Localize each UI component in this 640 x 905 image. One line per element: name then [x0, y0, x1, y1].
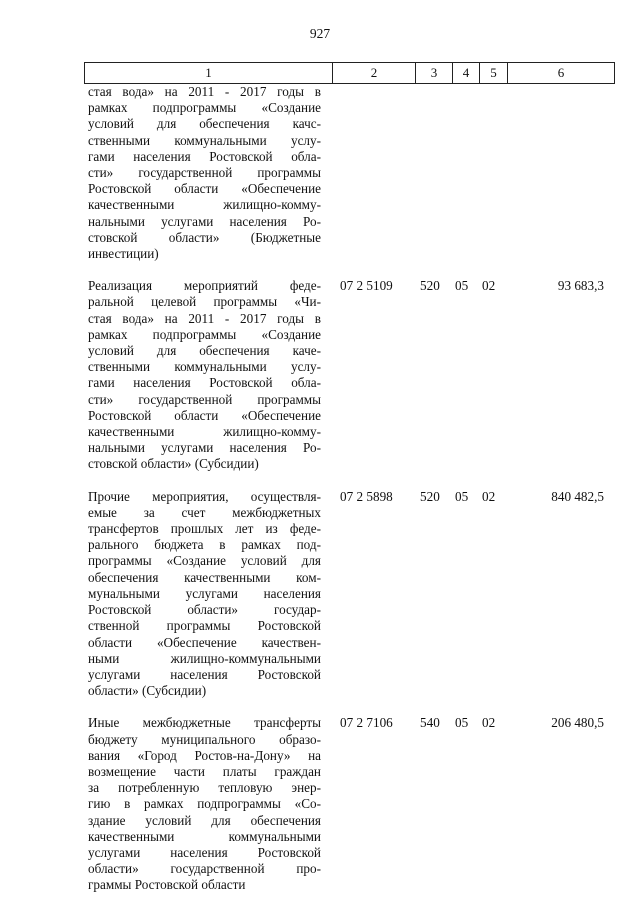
- row-code: 07 2 7106: [340, 715, 393, 731]
- row-description: [88, 84, 321, 262]
- description-line: трансфертов прошлых лет из феде-: [88, 521, 321, 537]
- description-line: рамках подпрограммы «Создание: [88, 326, 321, 342]
- row-col3: 540: [420, 715, 440, 731]
- description-line: области» государственной про-: [88, 861, 321, 877]
- description-line: области» (Субсидии): [88, 683, 207, 699]
- row-col4: 05: [455, 488, 469, 504]
- description-line: области «Обеспечение качествен-: [88, 634, 321, 650]
- description-line: стовской области» (Субсидии): [88, 456, 259, 472]
- description-line: ственной программы Ростовской: [88, 618, 321, 634]
- description-line: услугами населения Ростовской: [88, 666, 321, 682]
- description-line: программы «Создание условий для: [88, 553, 321, 569]
- row-description: [88, 278, 321, 472]
- description-line: обеспечения качественными ком-: [88, 569, 321, 585]
- table-row: [88, 489, 608, 700]
- row-description: [88, 715, 321, 893]
- row-col4: 05: [455, 278, 469, 294]
- description-line: возмещение части платы граждан: [88, 763, 321, 779]
- column-header-5: 5: [480, 63, 508, 84]
- table-row: [88, 84, 608, 262]
- column-header-6: 6: [508, 63, 615, 84]
- description-line: нальными услугами населения Ро-: [88, 213, 321, 229]
- description-line: за потребленную тепловую энер-: [88, 780, 321, 796]
- description-line: Реализация мероприятий феде-: [88, 278, 321, 294]
- row-col5: 02: [482, 715, 496, 731]
- row-col4: 05: [455, 715, 469, 731]
- description-line: ными жилищно-коммунальными: [88, 650, 321, 666]
- row-code: 07 2 5109: [340, 278, 393, 294]
- description-line: качественными коммунальными: [88, 828, 321, 844]
- description-line: ральной целевой программы «Чи-: [88, 294, 321, 310]
- row-code: 07 2 5898: [340, 488, 393, 504]
- description-line: стая вода» на 2011 - 2017 годы в: [88, 84, 321, 99]
- row-description: [88, 489, 321, 700]
- row-amount: 93 683,3: [557, 278, 604, 294]
- description-line: рамках подпрограммы «Создание: [88, 100, 321, 116]
- description-line: Иные межбюджетные трансферты: [88, 715, 321, 731]
- column-header-table: [84, 62, 615, 84]
- description-line: здание условий для обеспечения: [88, 812, 321, 828]
- description-line: рального бюджета в рамках под-: [88, 537, 321, 553]
- column-header-2: 2: [333, 63, 416, 84]
- column-header-3: 3: [416, 63, 453, 84]
- row-amount: 840 482,5: [551, 488, 604, 504]
- description-line: Прочие мероприятия, осуществля-: [88, 488, 321, 504]
- description-line: вания «Город Ростов-на-Дону» на: [88, 747, 321, 763]
- description-line: стая вода» на 2011 - 2017 годы в: [88, 310, 321, 326]
- description-line: гами населения Ростовской обла-: [88, 148, 321, 164]
- description-line: Ростовской области» государ-: [88, 602, 321, 618]
- description-line: сти» государственной программы: [88, 165, 321, 181]
- description-line: гию в рамках подпрограммы «Со-: [88, 796, 321, 812]
- row-col3: 520: [420, 278, 440, 294]
- description-line: ственными коммунальными услу-: [88, 359, 321, 375]
- row-col5: 02: [482, 278, 496, 294]
- table-row: [88, 715, 608, 893]
- row-col3: 520: [420, 488, 440, 504]
- column-header-row: [85, 63, 615, 84]
- description-line: качественными жилищно-комму-: [88, 197, 321, 213]
- budget-rows: [88, 84, 608, 894]
- description-line: качественными жилищно-комму-: [88, 424, 321, 440]
- description-line: Ростовской области «Обеспечение: [88, 407, 321, 423]
- row-amount: 206 480,5: [551, 715, 604, 731]
- description-line: услугами населения Ростовской: [88, 844, 321, 860]
- description-line: ственными коммунальными услу-: [88, 132, 321, 148]
- description-line: условий для обеспечения качс-: [88, 116, 321, 132]
- description-line: граммы Ростовской области: [88, 877, 246, 893]
- description-line: мунальными услугами населения: [88, 585, 321, 601]
- description-line: гами населения Ростовской обла-: [88, 375, 321, 391]
- column-header-4: 4: [453, 63, 480, 84]
- column-header-1: 1: [85, 63, 333, 84]
- table-row: [88, 278, 608, 472]
- description-line: условий для обеспечения каче-: [88, 343, 321, 359]
- page-number: 927: [309, 26, 331, 41]
- description-line: инвестиции): [88, 246, 159, 262]
- row-col5: 02: [482, 488, 496, 504]
- description-line: стовской области» (Бюджетные: [88, 229, 321, 245]
- description-line: Ростовской области «Обеспечение: [88, 181, 321, 197]
- description-line: емые за счет межбюджетных: [88, 504, 321, 520]
- description-line: бюджету муниципального образо-: [88, 731, 321, 747]
- description-line: сти» государственной программы: [88, 391, 321, 407]
- description-line: нальными услугами населения Ро-: [88, 440, 321, 456]
